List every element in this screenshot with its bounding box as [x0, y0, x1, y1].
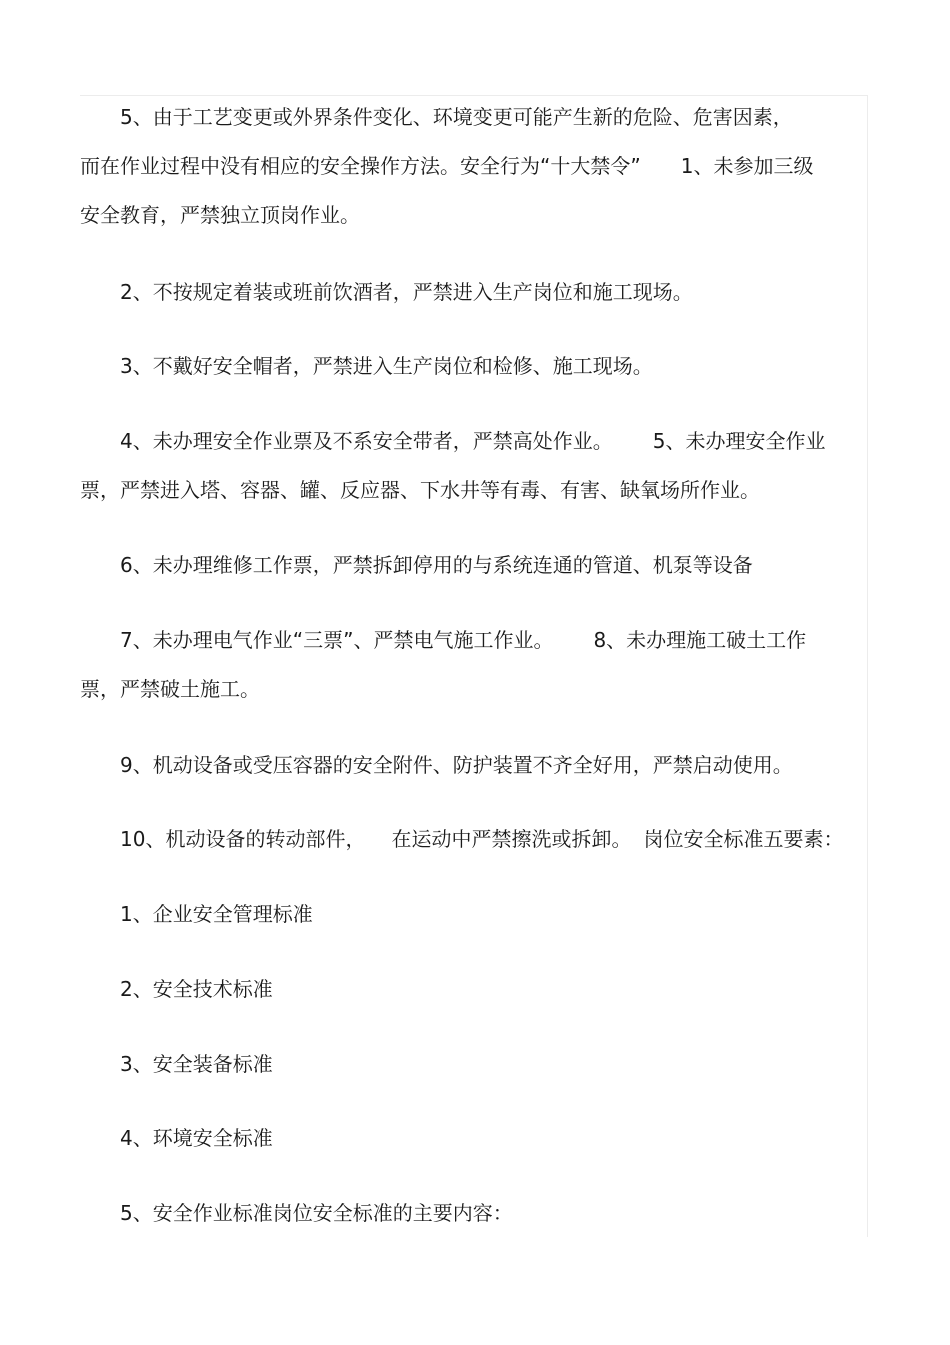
paragraph-rule-4-5	[80, 417, 868, 515]
text-segment: 1、未参加三级	[680, 154, 814, 178]
text-segment: 5、未办理安全作业	[652, 429, 826, 453]
paragraph-rule-6	[80, 541, 868, 590]
paragraph-rule-2	[80, 268, 868, 317]
paragraph-process-change	[80, 93, 868, 240]
list-item-standard-1	[80, 890, 868, 939]
text-line	[80, 417, 868, 466]
text-segment: 8、未办理施工破土工作	[593, 628, 807, 652]
text-line: 5、安全作业标准岗位安全标准的主要内容：	[120, 1201, 513, 1225]
text-line: 6、未办理维修工作票，严禁拆卸停用的与系统连通的管道、机泵等设备	[120, 553, 753, 577]
text-line: 5、由于工艺变更或外界条件变化、环境变更可能产生新的危险、危害因素，	[120, 105, 793, 129]
text-line: 2、不按规定着装或班前饮酒者，严禁进入生产岗位和施工现场。	[120, 280, 693, 304]
text-line	[80, 616, 868, 665]
list-item-standard-3	[80, 1040, 868, 1089]
paragraph-rule-9	[80, 741, 868, 790]
text-line	[80, 142, 868, 191]
text-segment: 而在作业过程中没有相应的安全操作方法。安全行为“十大禁令”	[80, 154, 641, 178]
text-segment: 4、未办理安全作业票及不系安全带者，严禁高处作业。	[120, 429, 613, 453]
text-line: 9、机动设备或受压容器的安全附件、防护装置不齐全好用，严禁启动使用。	[120, 753, 793, 777]
text-segment: 10、机动设备的转动部件，	[120, 827, 366, 851]
list-item-standard-2	[80, 965, 868, 1014]
list-item-standard-4	[80, 1114, 868, 1163]
text-segment: 岗位安全标准五要素：	[643, 827, 844, 851]
text-line: 3、安全装备标准	[120, 1052, 273, 1076]
text-line: 1、企业安全管理标准	[120, 902, 313, 926]
paragraph-rule-7-8	[80, 616, 868, 714]
text-line: 3、不戴好安全帽者，严禁进入生产岗位和检修、施工现场。	[120, 354, 653, 378]
text-line: 票，严禁破土施工。	[80, 677, 260, 701]
text-segment: 7、未办理电气作业“三票”、严禁电气施工作业。	[120, 628, 554, 652]
text-line: 安全教育，严禁独立顶岗作业。	[80, 203, 360, 227]
text-line	[80, 815, 868, 864]
text-line: 4、环境安全标准	[120, 1126, 273, 1150]
paragraph-rule-3	[80, 342, 868, 391]
text-segment: 在运动中严禁擦洗或拆卸。	[391, 827, 632, 851]
text-line: 2、安全技术标准	[120, 977, 273, 1001]
text-line: 票，严禁进入塔、容器、罐、反应器、下水井等有毒、有害、缺氧场所作业。	[80, 478, 760, 502]
list-item-standard-5	[80, 1189, 868, 1238]
paragraph-rule-10	[80, 815, 868, 864]
